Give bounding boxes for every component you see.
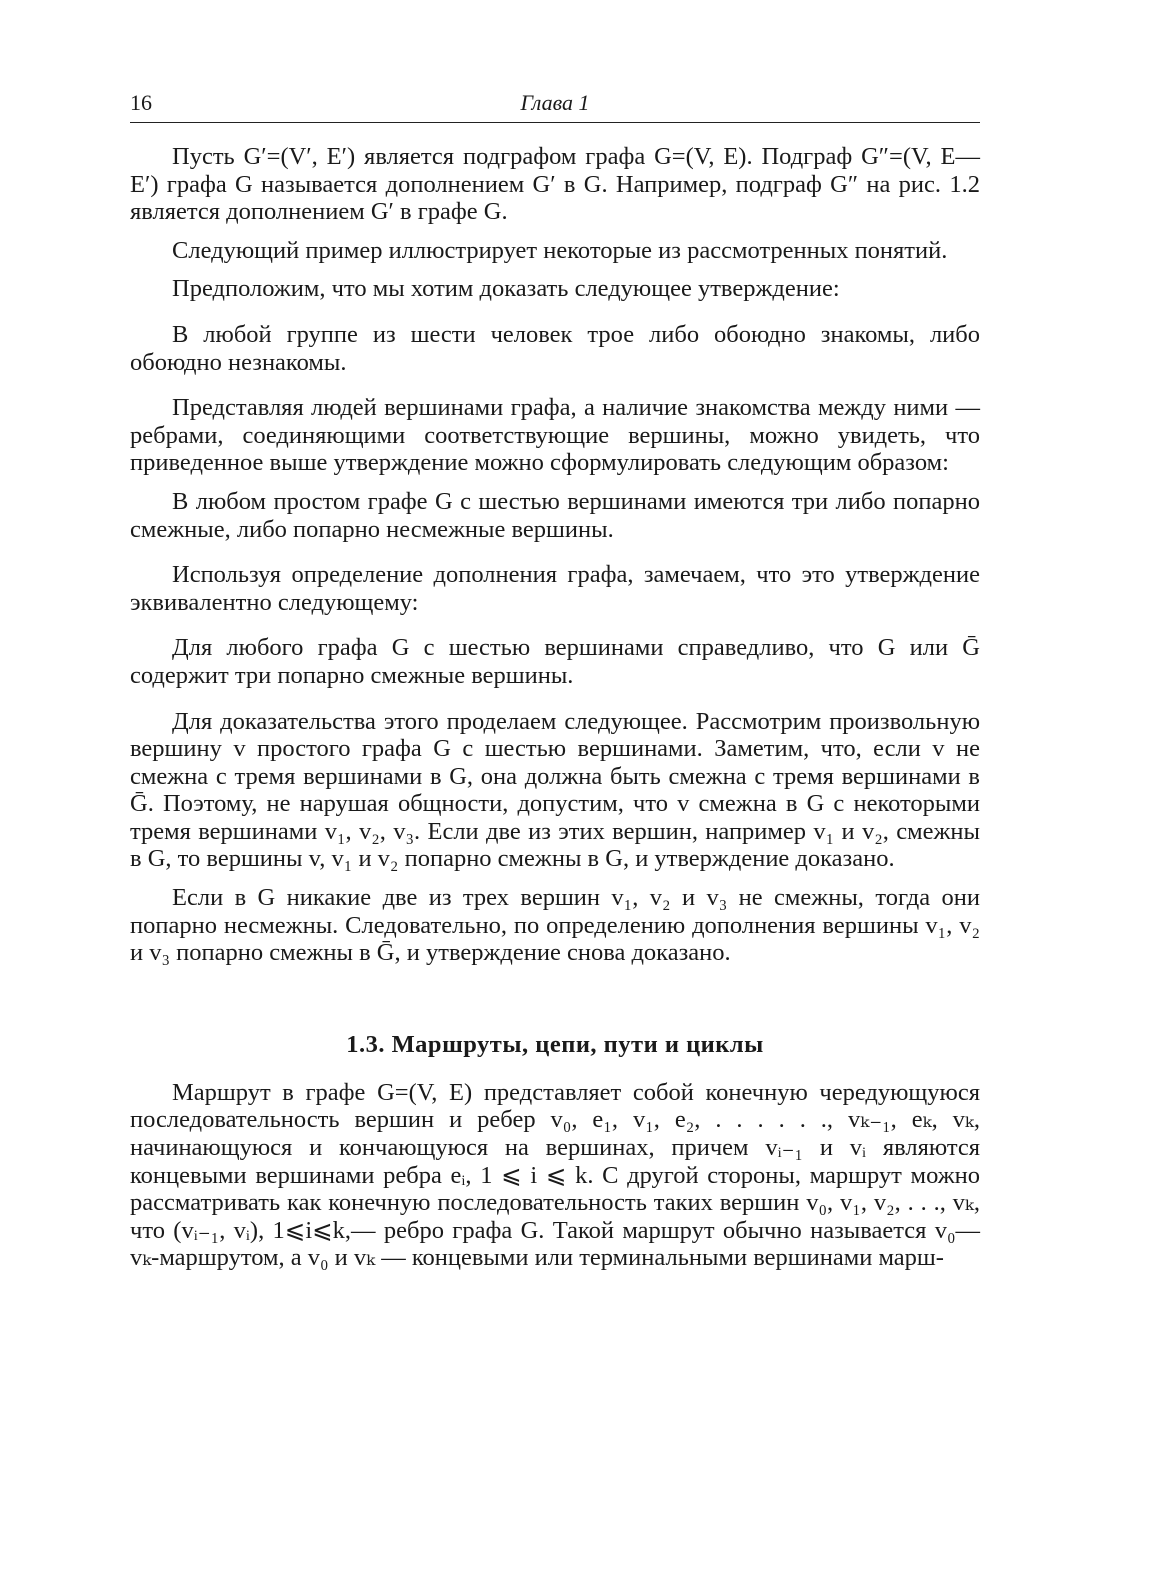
paragraph: Следующий пример иллюстрирует некоторые из рассмотренных понятий. — [172, 236, 948, 264]
chapter-title: Глава 1 — [520, 90, 590, 115]
statement: В любом простом графе G с шестью вершинами имеются три либо попарно смежные, либо попарно несмежные вершины. — [130, 487, 980, 543]
page-number: 16 — [130, 90, 152, 115]
statement: В любой группе из шести человек трое либо обоюдно знакомы, либо обоюдно незнакомы. — [130, 320, 980, 376]
proof-paragraph: Если в G никакие две из трех вершин v₁, v₂ и v₃ не смежны, тогда они попарно несмежны. Следовательно, по определению дополнения вершины v₁, v₂ и v₃ попарно смежны в Ḡ, и утверждение снова доказано. — [130, 884, 980, 967]
running-head — [130, 88, 980, 123]
section-paragraph: Маршрут в графе G=(V, E) представляет собой конечную чередующуюся последовательность вершин и ребер v₀, e₁, v₁, e₂, . . . . . ., vₖ₋₁, eₖ, vₖ, начинающуюся и кончающуюся на вершинах, причем vᵢ₋₁ и vᵢ являются концевыми вершинами ребра eᵢ, 1 ⩽ i ⩽ k. С другой стороны, маршрут можно рассматривать как конечную последовательность таких вершин v₀, v₁, v₂, . . ., vₖ, что (vᵢ₋₁, vᵢ), 1⩽i⩽k,— ребро графа G. Такой маршрут обычно называется v₀—vₖ-маршрутом, а v₀ и vₖ — концевыми или терминальными вершинами марш- — [130, 1078, 980, 1272]
paragraph: Пусть G′=(V′, E′) является подграфом графа G=(V, E). Подграф G″=(V, E—E′) графа G называется дополнением G′ в G. Например, подграф G″ на рис. 1.2 является дополнением G′ в графе G. — [130, 143, 980, 226]
statement: Для любого графа G с шестью вершинами справедливо, что G или Ḡ содержит три попарно смежные вершины. — [130, 634, 980, 689]
paragraph: Используя определение дополнения графа, замечаем, что это утверждение эквивалентно следующему: — [130, 561, 980, 616]
paragraph: Предположим, что мы хотим доказать следующее утверждение: — [172, 275, 840, 303]
page-body — [130, 143, 980, 1272]
section-title: 1.3. Маршруты, цепи, пути и циклы — [346, 1030, 764, 1058]
book-page — [130, 88, 980, 1272]
proof-paragraph: Для доказательства этого проделаем следующее. Рассмотрим произвольную вершину v простого графа G с шестью вершинами. Заметим, что, если v не смежна с тремя вершинами в G, она должна быть смежна с тремя вершинами в Ḡ. Поэтому, не нарушая общности, допустим, что v смежна в G с некоторыми тремя вершинами v₁, v₂, v₃. Если две из этих вершин, например v₁ и v₂, смежны в G, то вершины v, v₁ и v₂ попарно смежны в G, и утверждение доказано. — [130, 707, 980, 873]
paragraph: Представляя людей вершинами графа, а наличие знакомства между ними — ребрами, соединяющими соответствующие вершины, можно увидеть, что приведенное выше утверждение можно сформулировать следующим образом: — [130, 394, 980, 477]
